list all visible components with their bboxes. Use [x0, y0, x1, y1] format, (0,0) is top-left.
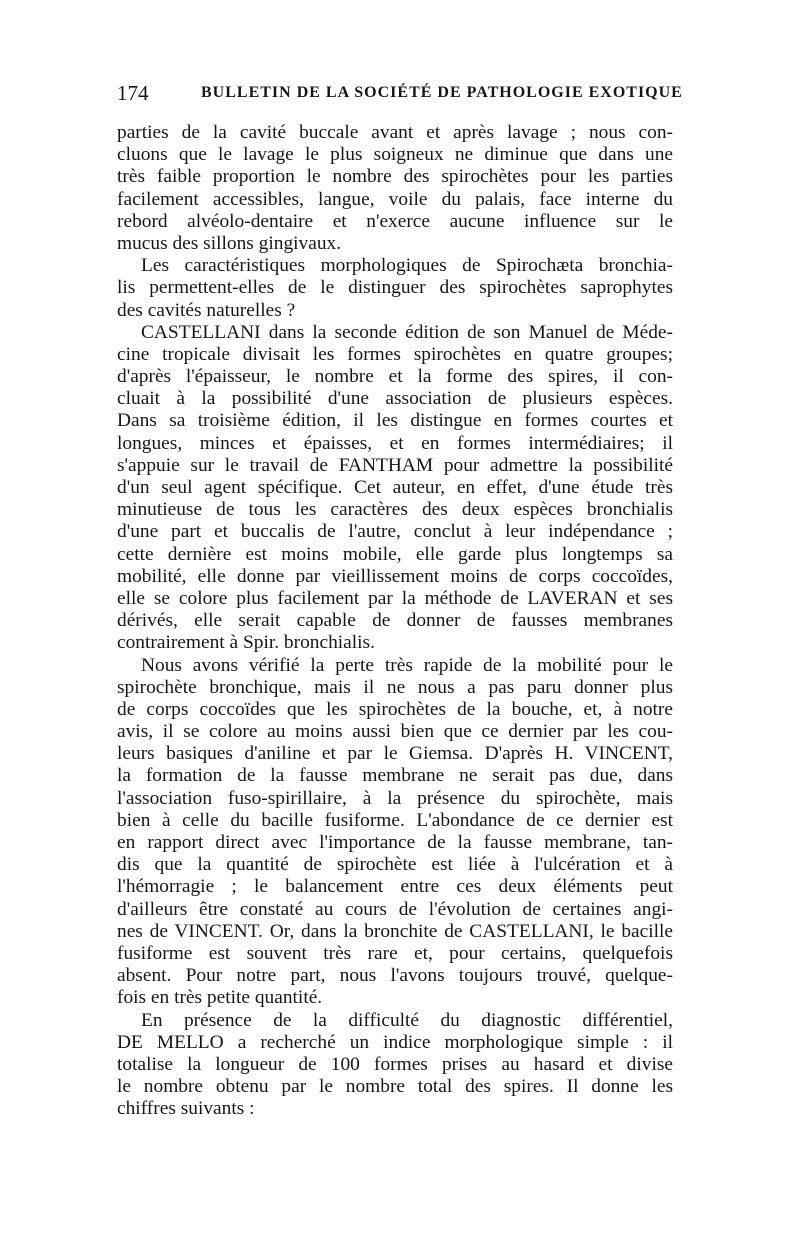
text-line: Dans sa troisième édition, il les distingue en formes courtes et — [117, 410, 673, 432]
text-line: DE MELLO a recherché un indice morphologique simple : il — [117, 1031, 673, 1053]
text-line: Les caractéristiques morphologiques de Spirochæta bronchia- — [141, 255, 673, 277]
text-line: spirochète bronchique, mais il ne nous a pas paru donner plus — [117, 676, 673, 698]
text-line: dis que la quantité de spirochète est liée à l'ulcération et à — [117, 854, 673, 876]
text-line: minutieuse de tous les caractères des deux espèces bronchialis — [117, 499, 673, 521]
text-line: très faible proportion le nombre des spirochètes pour les parties — [117, 166, 673, 188]
text-line: Nous avons vérifié la perte très rapide de la mobilité pour le — [141, 654, 673, 676]
text-line: d'ailleurs être constaté au cours de l'évolution de certaines angi- — [117, 898, 673, 920]
text-line: cine tropicale divisait les formes spirochètes en quatre groupes; — [117, 343, 673, 365]
text-line: fois en très petite quantité. — [117, 987, 323, 1009]
text-line: longues, minces et épaisses, et en formes intermédiaires; il — [117, 432, 673, 454]
text-line: totalise la longueur de 100 formes prises au hasard et divise — [117, 1053, 673, 1075]
text-line: En présence de la difficulté du diagnostic différentiel, — [141, 1009, 673, 1031]
text-line: absent. Pour notre part, nous l'avons toujours trouvé, quelque- — [117, 965, 673, 987]
text-line: l'hémorragie ; le balancement entre ces deux éléments peut — [117, 876, 673, 898]
text-line: mucus des sillons gingivaux. — [117, 232, 342, 254]
text-line: parties de la cavité buccale avant et après lavage ; nous con- — [117, 122, 673, 143]
text-line: mobilité, elle donne par vieillissement moins de corps coccoïdes, — [117, 565, 673, 587]
text-line: nes de VINCENT. Or, dans la bronchite de CASTELLANI, le bacille — [117, 920, 673, 942]
text-line: l'association fuso-spirillaire, à la présence du spirochète, mais — [117, 787, 673, 809]
text-line: s'appuie sur le travail de FANTHAM pour admettre la possibilité — [117, 454, 673, 476]
text-line: cluait à la possibilité d'une association de plusieurs espèces. — [117, 388, 673, 410]
page-number: 174 — [117, 81, 149, 105]
text-line: d'une part et buccalis de l'autre, conclut à leur indépendance ; — [117, 521, 673, 543]
text-line: de corps coccoïdes que les spirochètes de la bouche, et, à notre — [117, 698, 673, 720]
text-line: fusiforme est souvent très rare et, pour certains, quelquefois — [117, 942, 673, 964]
text-line: d'après l'épaisseur, le nombre et la forme des spires, il con- — [117, 366, 673, 388]
text-line: le nombre obtenu par le nombre total des spires. Il donne les — [117, 1076, 673, 1098]
text-line: lis permettent-elles de le distinguer des spirochètes saprophytes — [117, 277, 673, 299]
text-line: la formation de la fausse membrane ne serait pas due, dans — [117, 765, 673, 787]
text-line: leurs basiques d'aniline et par le Giemsa. D'après H. VINCENT, — [117, 743, 673, 765]
body-text — [117, 122, 673, 1120]
text-line: facilement accessibles, langue, voile du palais, face interne du — [117, 188, 673, 210]
text-line: d'un seul agent spécifique. Cet auteur, en effet, d'une étude très — [117, 477, 673, 498]
text-line: cette dernière est moins mobile, elle garde plus longtemps sa — [117, 543, 673, 565]
page-header — [117, 80, 683, 106]
text-line: en rapport direct avec l'importance de la fausse membrane, tan- — [117, 832, 673, 853]
text-line: rebord alvéolo-dentaire et n'exerce aucune influence sur le — [117, 210, 673, 232]
text-line: CASTELLANI dans la seconde édition de son Manuel de Méde- — [141, 321, 673, 343]
text-line: bien à celle du bacille fusiforme. L'abondance de ce dernier est — [117, 809, 673, 831]
text-line: avis, il se colore au moins aussi bien que ce dernier par les cou- — [117, 721, 673, 743]
text-line: des cavités naturelles ? — [117, 299, 296, 321]
text-line: dérivés, elle serait capable de donner de fausses membranes — [117, 610, 673, 632]
text-line: contrairement à Spir. bronchialis. — [117, 632, 375, 654]
text-line: cluons que le lavage le plus soigneux ne diminue que dans une — [117, 144, 673, 166]
text-line: chiffres suivants : — [117, 1098, 255, 1120]
running-head: BULLETIN DE LA SOCIÉTÉ DE PATHOLOGIE EXOTIQUE — [201, 84, 683, 101]
text-line: elle se colore plus facilement par la méthode de LAVERAN et ses — [117, 587, 673, 609]
